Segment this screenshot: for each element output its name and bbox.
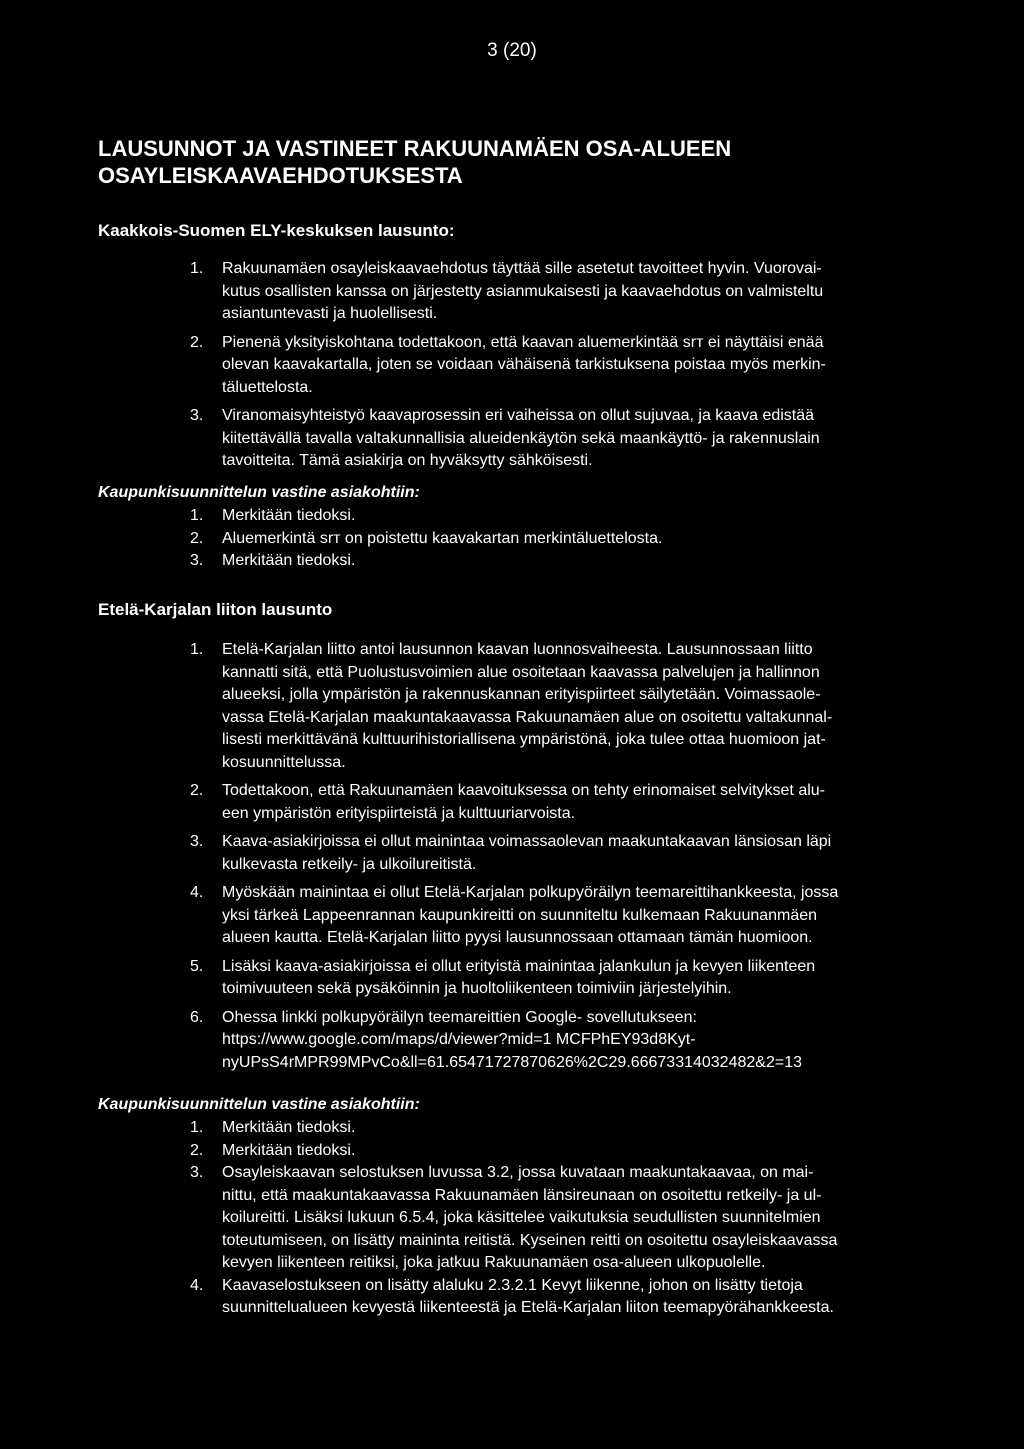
- item-text-line: Merkitään tiedoksi.: [222, 1119, 356, 1136]
- document-title: [98, 135, 918, 189]
- list-item: [190, 956, 950, 1001]
- item-text-line: Kaavaselostukseen on lisätty alaluku 2.3.2.1 Kevyt liikenne, johon on lisätty tietoja: [222, 1276, 803, 1294]
- item-text: [222, 505, 950, 528]
- item-number: 2.: [190, 1141, 204, 1159]
- list-item: [190, 528, 950, 551]
- item-text-line: https://www.google.com/maps/d/viewer?mid=1 MCFPhEY93d8Kyt-: [222, 1031, 696, 1048]
- response-heading-1: Kaupunkisuunnittelun vastine asiakohtiin:: [98, 484, 420, 501]
- item-text-line: täluettelosta.: [222, 378, 313, 396]
- item-text: [222, 882, 950, 950]
- ekl-statement-list: [190, 639, 950, 1074]
- item-text-line: Etelä-Karjalan liitto antoi lausunnon kaavan luonnosvaiheesta. Lausunnossaan liitto: [222, 641, 813, 658]
- item-text-line: alueen kautta. Etelä-Karjalan liitto pyysi lausunnossaan ottamaan tämän huomioon.: [222, 929, 813, 946]
- item-text-line: Ohessa linkki polkupyöräilyn teemareittien Google- sovellutukseen:: [222, 1008, 697, 1026]
- list-item: [190, 550, 950, 573]
- page-number: 3 (20): [487, 40, 537, 61]
- item-text-line: een ympäristön erityispiirteistä ja kulttuuriarvoista.: [222, 804, 576, 822]
- item-text-line: Todettakoon, että Rakuunamäen kaavoituksessa on tehty erinomaiset selvitykset alu-: [222, 782, 825, 799]
- item-text-line: Osayleiskaavan selostuksen luvussa 3.2, jossa kuvataan maakuntakaavaa, on mai-: [222, 1164, 814, 1181]
- item-text: [222, 550, 950, 573]
- item-text: [222, 1117, 950, 1140]
- item-text-line: nittu, että maakuntakaavassa Rakuunamäen länsireunaan on osoitettu retkeily- ja ul-: [222, 1186, 822, 1204]
- item-text-line: suunnittelualueen kevyestä liikenteestä ja Etelä-Karjalan liiton teemapyörähankkeesta.: [222, 1299, 834, 1316]
- title-line-1: LAUSUNNOT JA VASTINEET RAKUUNAMÄEN OSA-ALUEEN: [98, 136, 732, 161]
- item-number: 1.: [190, 1119, 204, 1136]
- ely-statement-list: [190, 258, 950, 473]
- item-text: [222, 258, 950, 326]
- item-text: [222, 332, 950, 400]
- item-text-line: toimivuuteen sekä pysäköinnin ja huoltoliikenteen toimiviin järjestelyihin.: [222, 980, 732, 997]
- item-number: 1.: [190, 260, 204, 277]
- item-number: 5.: [190, 957, 204, 975]
- item-text-line: olevan kaavakartalla, joten se voidaan vähäisenä tarkistuksena poistaa myös merkin-: [222, 356, 826, 373]
- list-item: [190, 332, 950, 400]
- item-text-line: Aluemerkintä srт on poistettu kaavakartan merkintäluettelosta.: [222, 529, 663, 547]
- list-item: [190, 780, 950, 825]
- item-text: [222, 1140, 950, 1163]
- item-text-line: kevyen liikenteen reitiksi, joka jatkuu Rakuunamäen osa-alueen ulkopuolelle.: [222, 1254, 766, 1271]
- response-list-2: [190, 1117, 950, 1320]
- list-item: [190, 1275, 950, 1320]
- item-text-line: tavoitteita. Tämä asiakirja on hyväksytty sähköisesti.: [222, 452, 593, 469]
- item-text: [222, 831, 950, 876]
- item-text-line: Merkitään tiedoksi.: [222, 1141, 356, 1159]
- list-item: [190, 639, 950, 774]
- item-text-line: koilureitti. Lisäksi lukuun 6.5.4, joka käsittelee vaikutuksia seudullisten suunnitelmien: [222, 1209, 821, 1226]
- response-list-1: [190, 505, 950, 573]
- ely-statement-heading: Kaakkois-Suomen ELY-keskuksen lausunto:: [98, 221, 455, 240]
- ekl-statement-heading: Etelä-Karjalan liiton lausunto: [98, 600, 333, 619]
- item-number: 4.: [190, 884, 204, 901]
- list-item: [190, 1140, 950, 1163]
- item-text-line: kulkevasta retkeily- ja ulkoilureitistä.: [222, 855, 477, 873]
- item-number: 2.: [190, 782, 204, 799]
- item-text-line: vassa Etelä-Karjalan maakuntakaavassa Rakuunamäen alue on osoitettu valtakunnal-: [222, 708, 833, 726]
- list-item: [190, 831, 950, 876]
- item-text: [222, 528, 950, 551]
- list-item: [190, 505, 950, 528]
- item-number: 3.: [190, 407, 204, 424]
- item-number: 1.: [190, 507, 204, 524]
- item-text: [222, 1162, 950, 1275]
- item-text: [222, 405, 950, 473]
- item-number: 3.: [190, 1164, 204, 1181]
- item-text: [222, 956, 950, 1001]
- item-number: 2.: [190, 333, 204, 351]
- item-number: 4.: [190, 1276, 204, 1294]
- response-heading-2: Kaupunkisuunnittelun vastine asiakohtiin:: [98, 1096, 420, 1113]
- list-item: [190, 258, 950, 326]
- item-number: 2.: [190, 529, 204, 547]
- item-text-line: Myöskään mainintaa ei ollut Etelä-Karjalan polkupyöräilyn teemareittihankkeesta, jossa: [222, 884, 839, 901]
- item-text-line: kosuunnittelussa.: [222, 753, 346, 771]
- item-number: 3.: [190, 833, 204, 850]
- item-text-line: alueeksi, jolla ympäristön ja rakennuskannan erityispiirteet säilytetään. Voimassaole-: [222, 686, 821, 703]
- item-text-line: asiantuntevasti ja huolellisesti.: [222, 305, 438, 322]
- item-text-line: toteutumiseen, on lisätty maininta reitistä. Kyseinen reitti on osoitettu osayleiskaavassa: [222, 1231, 838, 1249]
- list-item: [190, 405, 950, 473]
- list-item: [190, 1117, 950, 1140]
- list-item: [190, 1007, 950, 1075]
- item-text-line: Merkitään tiedoksi.: [222, 507, 356, 524]
- item-text-line: kutus osallisten kanssa on järjestetty asianmukaisesti ja kaavaehdotus on valmisteltu: [222, 282, 824, 300]
- item-text-line: kannatti sitä, että Puolustusvoimien alue osoitetaan kaavassa palvelujen ja hallinnon: [222, 663, 820, 681]
- item-text-line: Lisäksi kaava-asiakirjoissa ei ollut erityistä mainintaa jalankulun ja kevyen liikenteen: [222, 957, 816, 975]
- item-number: 1.: [190, 641, 204, 658]
- item-text-line: Kaava-asiakirjoissa ei ollut mainintaa voimassaolevan maakuntakaavan länsiosan läpi: [222, 833, 832, 850]
- item-text-line: lisesti merkittävänä kulttuurihistoriallisena ympäristönä, joka tulee ottaa huomioon jat-: [222, 731, 826, 748]
- item-text: [222, 780, 950, 825]
- item-text: [222, 1275, 950, 1320]
- item-text: [222, 639, 950, 774]
- item-text-line: nyUPsS4rMPR99MPvCo&ll=61.65471727870626%2C29.66673314032482&2=13: [222, 1053, 802, 1071]
- list-item: [190, 1162, 950, 1275]
- list-item: [190, 882, 950, 950]
- item-text-line: Merkitään tiedoksi.: [222, 552, 356, 569]
- item-text-line: yksi tärkeä Lappeenrannan kaupunkireitti on suunniteltu kulkemaan Rakuunanmäen: [222, 906, 818, 924]
- item-number: 6.: [190, 1008, 204, 1026]
- title-line-2: OSAYLEISKAAVAEHDOTUKSESTA: [98, 163, 463, 188]
- item-text-line: Rakuunamäen osayleiskaavaehdotus täyttää sille asetetut tavoitteet hyvin. Vuorovai-: [222, 260, 822, 277]
- item-text: [222, 1007, 950, 1075]
- item-text-line: Viranomaisyhteistyö kaavaprosessin eri vaiheissa on ollut sujuvaa, ja kaava edistää: [222, 407, 815, 424]
- item-number: 3.: [190, 552, 204, 569]
- item-text-line: Pienenä yksityiskohtana todettakoon, että kaavan aluemerkintää srт ei näyttäisi enää: [222, 333, 824, 351]
- item-text-line: kiitettävällä tavalla valtakunnallisia alueidenkäytön sekä maankäyttö- ja rakennuslain: [222, 429, 820, 447]
